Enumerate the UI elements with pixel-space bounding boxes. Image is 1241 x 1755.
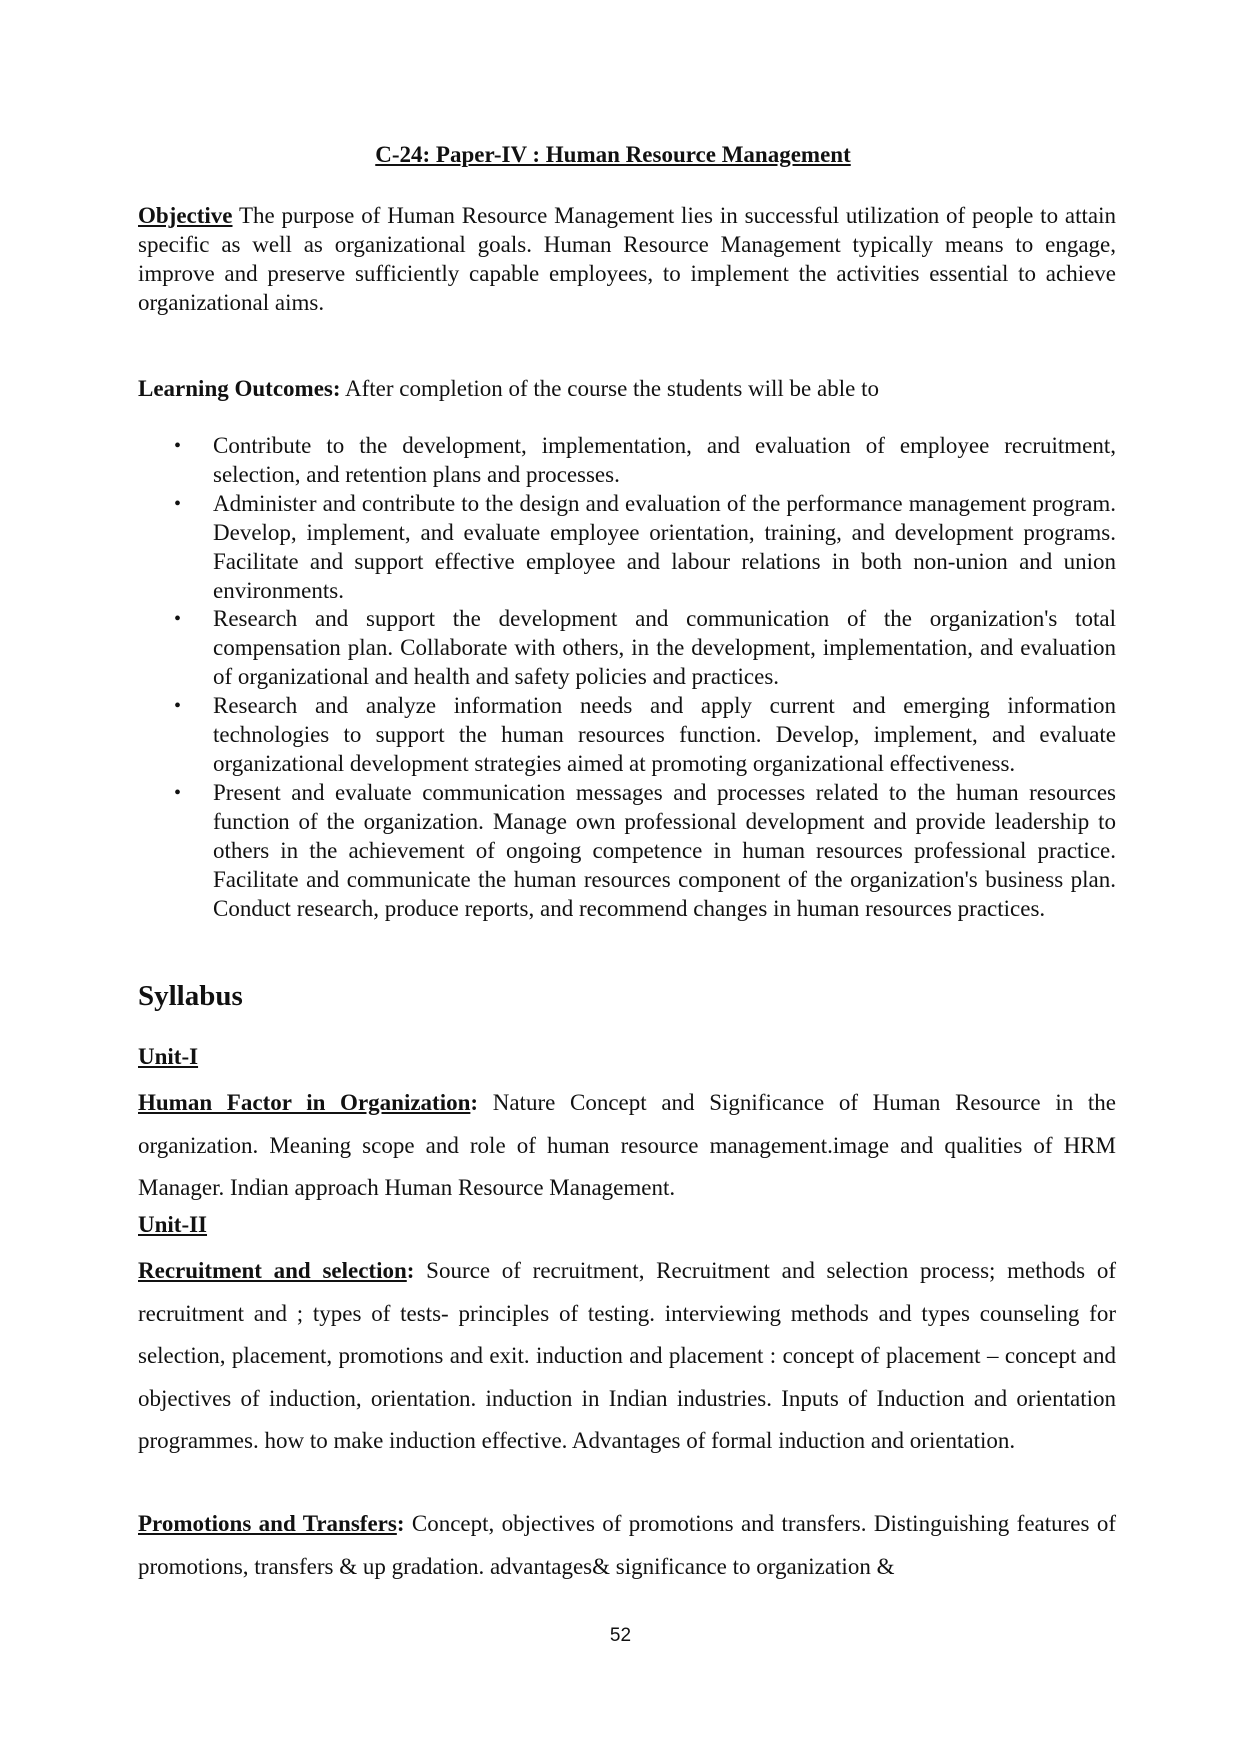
colon: : [406, 1258, 415, 1283]
syllabus-heading: Syllabus [138, 980, 243, 1012]
bullet-icon: • [174, 492, 182, 515]
objective-text: The purpose of Human Resource Management lies in successful utilization of people to attain specific as well as organizational goals. Human Resource Management typically means to engage, improve and preserve sufficiently capable employees, to implement the activities essential to achieve organizational aims. [138, 203, 1116, 315]
page-title: C-24: Paper-IV : Human Resource Management [375, 142, 851, 167]
bullet-icon: • [174, 695, 182, 718]
unit-1-section [138, 1082, 1116, 1210]
unit-2-text: Source of recruitment, Recruitment and selection process; methods of recruitment and ; types of tests- principles of testing. interviewing methods and types counseling for selection, placement, promotions and exit. induction and placement : concept of placement – concept and objectives of induction, orientation. induction in Indian industries. Inputs of Induction and orientation programmes. how to make induction effective. Advantages of formal induction and orientation. [138, 1258, 1116, 1453]
outcomes-list [174, 432, 1116, 923]
unit-1-topic-wrap [138, 1090, 478, 1115]
bullet-icon: • [174, 435, 182, 457]
learning-outcomes-label: Learning Outcomes: [138, 376, 341, 401]
unit-2-topic-wrap [138, 1258, 414, 1283]
list-item [174, 490, 1116, 606]
objective-paragraph [138, 201, 1116, 317]
promotions-topic: Promotions and Transfers [138, 1511, 397, 1536]
outcome-text: Present and evaluate communication messages and processes related to the human resources function of the organization. Manage own professional development and provide leadership to others in the achievement of ongoing competence in human resources professional practice. Facilitate and communicate the human resources component of the organization's business plan. Conduct research, produce reports, and recommend changes in human resources practices. [213, 779, 1116, 921]
list-item [174, 779, 1116, 924]
bullet-icon: • [174, 608, 182, 631]
list-item [174, 692, 1116, 779]
outcome-text: Research and support the development and communication of the organization's total compensation plan. Collaborate with others, in the development, implementation, and evaluation of organizational and health and safety policies and practices. [213, 606, 1116, 690]
unit-2-heading: Unit-II [138, 1212, 208, 1237]
page-number: 52 [609, 1625, 632, 1646]
bullet-icon: • [174, 781, 182, 804]
unit-2-topic: Recruitment and selection [138, 1258, 407, 1283]
unit-1-topic: Human Factor in Organization [138, 1090, 471, 1115]
list-item [174, 605, 1116, 692]
learning-outcomes-text: After completion of the course the students will be able to [340, 376, 879, 401]
outcome-text: Research and analyze information needs and apply current and emerging information technologies to support the human resources function. Develop, implement, and evaluate organizational development strategies aimed at promoting organizational effectiveness. [213, 693, 1116, 776]
colon: : [470, 1090, 479, 1115]
list-item [174, 432, 1116, 490]
outcome-text: Administer and contribute to the design and evaluation of the performance management program. Develop, implement, and evaluate employee orientation, training, and development programs. Facilitate and support effective employee and labour relations in both non-union and union environments. [213, 490, 1116, 603]
learning-outcomes-intro [138, 374, 1116, 403]
colon: : [396, 1511, 405, 1536]
unit-2-section [138, 1250, 1116, 1463]
promotions-topic-wrap [138, 1511, 405, 1536]
outcome-text: Contribute to the development, implementation, and evaluation of employee recruitment, selection, and retention plans and processes. [213, 433, 1116, 487]
objective-label: Objective [138, 203, 233, 228]
unit-1-text: Nature Concept and Significance of Human Resource in the organization. Meaning scope and role of human resource management.image and qualities of HRM Manager. Indian approach Human Resource Management. [138, 1090, 1116, 1200]
promotions-section [138, 1503, 1116, 1588]
promotions-text: Concept, objectives of promotions and transfers. Distinguishing features of promotions, transfers & up gradation. advantages& significance to organization & [138, 1511, 1116, 1579]
unit-1-heading: Unit-I [138, 1044, 199, 1069]
